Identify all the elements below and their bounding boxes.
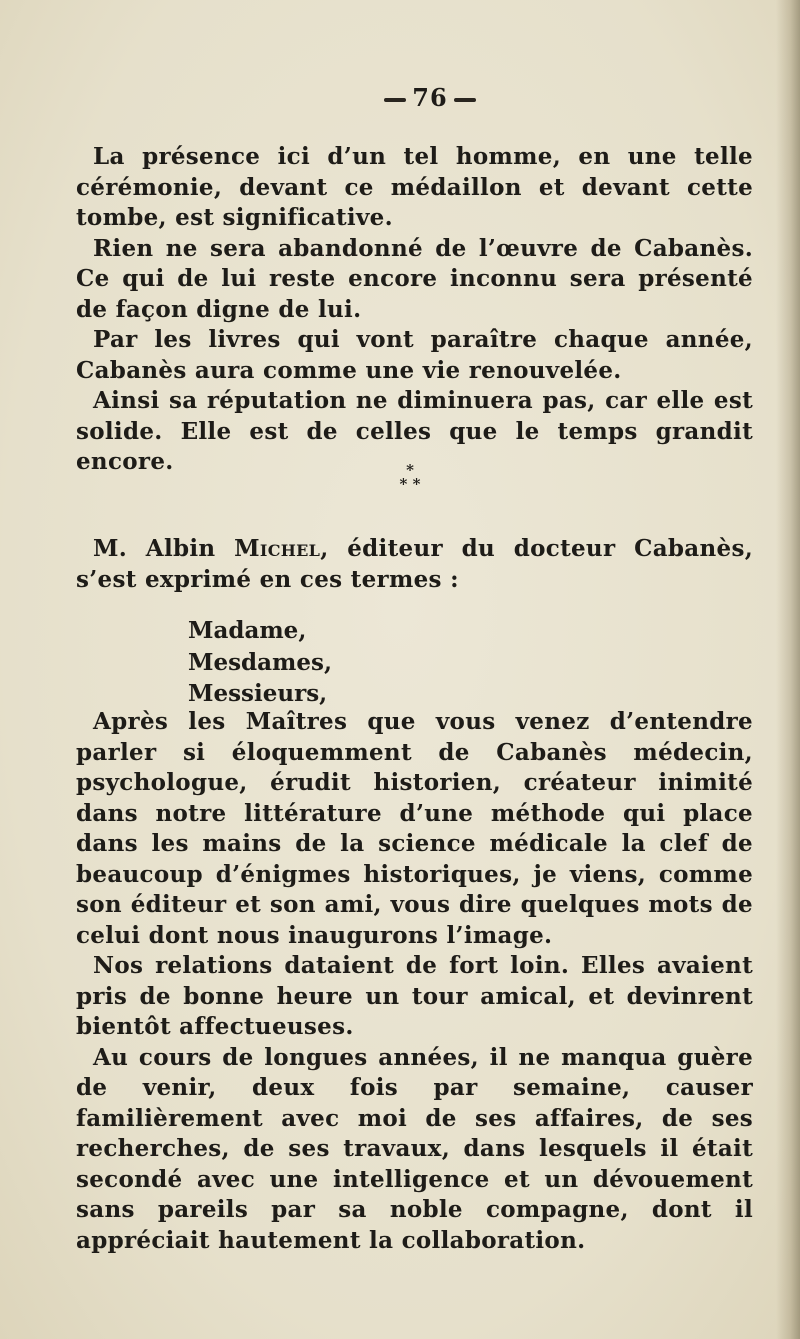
folio-ornament-left bbox=[384, 98, 406, 102]
paragraph: Au cours de longues années, il ne manqua guère de venir, deux fois par semaine, causer familièrement avec moi de ses affaires, de ses recherches, de ses travaux, dans lesquels il était secondé avec une intelligence et un dévouement sans pareils par sa noble compagne, dont il appréciait hautement la collaboration. bbox=[76, 1043, 753, 1254]
speech-text-block bbox=[76, 707, 753, 1256]
asterism-bottom: * * bbox=[399, 475, 421, 493]
asterism-top: * bbox=[406, 461, 414, 479]
intro-paragraph bbox=[76, 534, 753, 595]
salutation-line: Madame, bbox=[188, 617, 307, 644]
intro-block bbox=[76, 534, 753, 595]
folio-ornament-right bbox=[454, 98, 476, 102]
paragraph: Ainsi sa réputation ne diminuera pas, car elle est solide. Elle est de celles que le temps grandit encore. bbox=[76, 387, 753, 475]
paragraph: La présence ici d’un tel homme, en une telle cérémonie, devant ce médaillon et devant cette tombe, est significative. bbox=[76, 143, 753, 231]
page-edge-shadow bbox=[776, 0, 800, 1339]
salutation-line: Messieurs, bbox=[188, 680, 328, 707]
top-text-block bbox=[76, 142, 753, 478]
paragraph: Par les livres qui vont paraître chaque année, Cabanès aura comme une vie renouvelée. bbox=[76, 326, 753, 384]
asterism-separator bbox=[0, 463, 800, 491]
intro-name: Michel bbox=[234, 535, 321, 562]
paragraph: Rien ne sera abandonné de l’œuvre de Cabanès. Ce qui de lui reste encore inconnu sera présenté de façon digne de lui. bbox=[76, 234, 753, 323]
paragraph: Nos relations dataient de fort loin. Elles avaient pris de bonne heure un tour amical, et devinrent bientôt affectueuses. bbox=[76, 952, 753, 1040]
page-number bbox=[0, 83, 800, 112]
intro-prefix: M. Albin bbox=[93, 535, 235, 562]
salutation bbox=[188, 615, 332, 710]
page-number-text: 76 bbox=[412, 83, 448, 112]
intro-suffix: , éditeur du docteur Cabanès, s’est exprimé en ces termes : bbox=[76, 535, 753, 593]
salutation-line: Mesdames, bbox=[188, 648, 332, 676]
paragraph: Après les Maîtres que vous venez d’entendre parler si éloquemment de Cabanès médecin, psychologue, érudit historien, créateur inimité dans notre littérature d’une méthode qui place dans les mains de la science médicale la clef de beaucoup d’énigmes historiques, je viens, comme son éditeur et son ami, vous dire quelques mots de celui dont nous inaugurons l’image. bbox=[76, 708, 753, 949]
